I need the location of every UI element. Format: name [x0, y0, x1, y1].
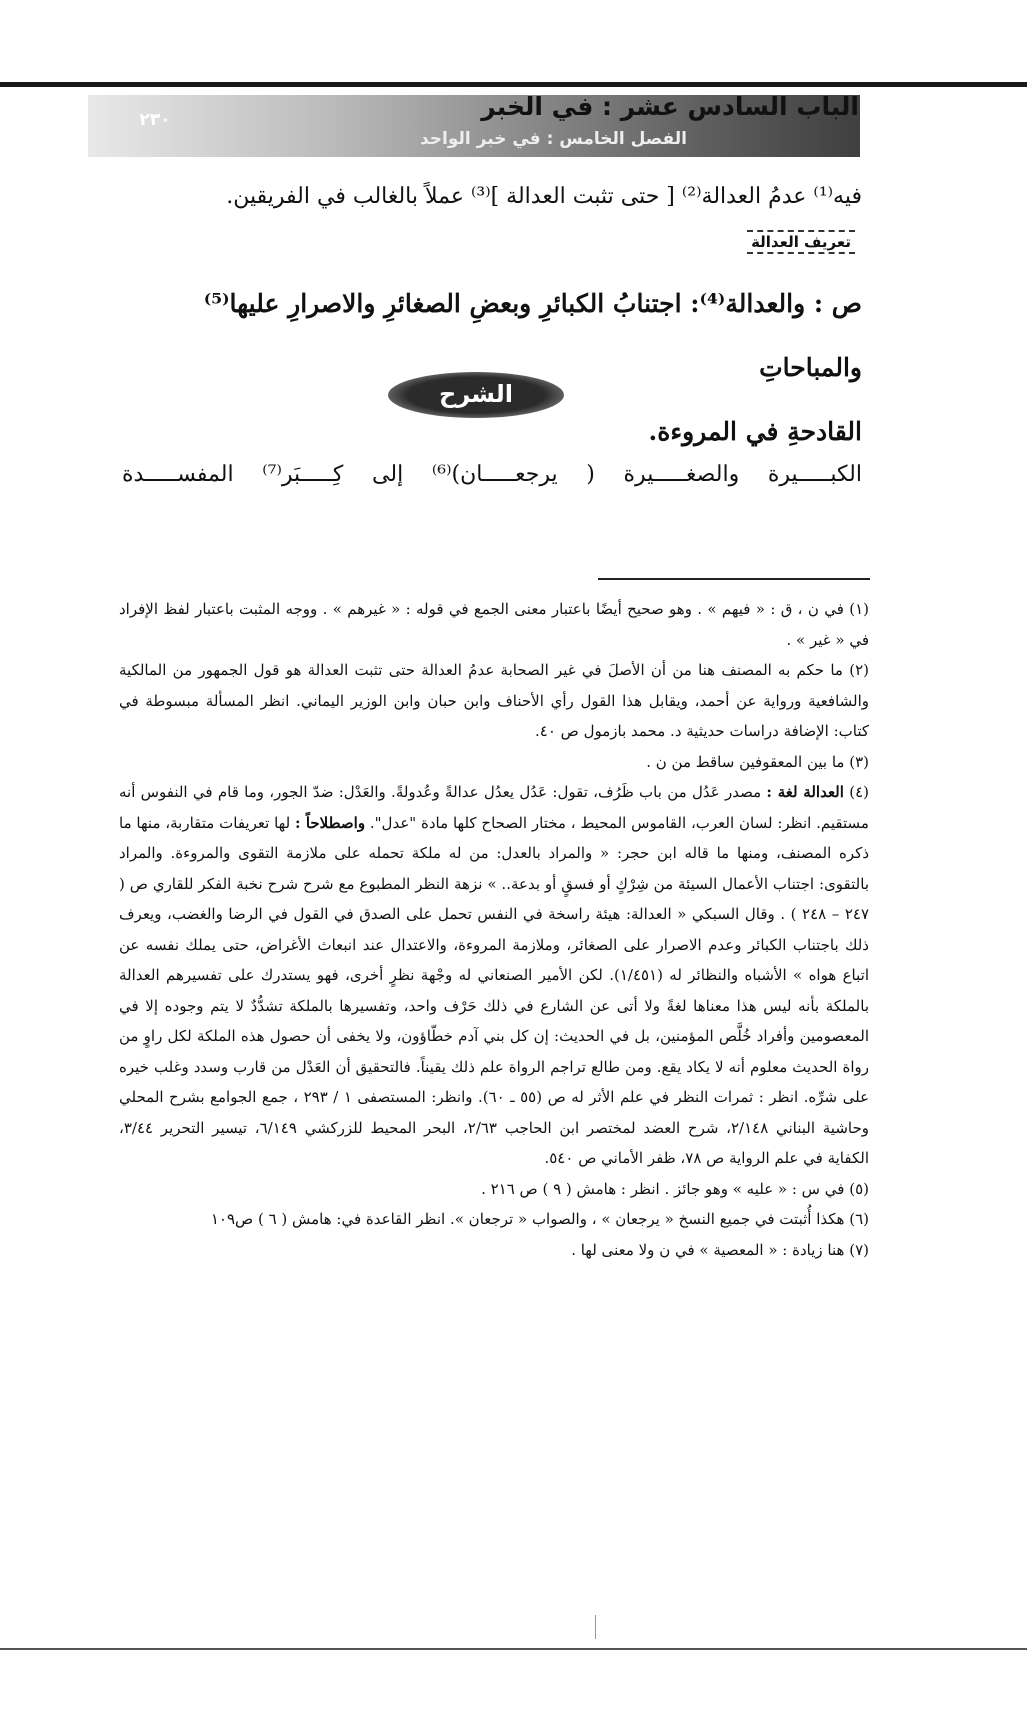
- footnote-1: (١) في ن ، ق : « فيهم » . وهو صحيح أيضًا باعتبار معنى الجمع في قوله : « غيرهم » . ووجه المثبت باعتبار لفظ الإفراد في « غير » .: [119, 600, 869, 649]
- section-title: الفصل الخامس : في خبر الواحد: [419, 129, 687, 149]
- matn-text: [127, 272, 862, 464]
- top-rule: [0, 82, 1027, 87]
- footnote-2: (٢) ما حكم به المصنف هنا من أن الأصلَ في غير الصحابة عدمُ العدالة حتى تثبت العدالة هو قول الجمهور من المالكية والشافعية ورواية عن أحمد، ويقابل هذا القول رأي الأحناف وابن حبان وابن الوزير اليماني. انظر المسألة مبسوطة في كتاب: الإضافة دراسات حديثية د. محمد بازمول ص ٤٠.: [119, 661, 869, 740]
- sharh-heading: الشرح: [388, 372, 564, 418]
- bottom-rule: [0, 1648, 1027, 1650]
- footnote-6: (٦) هكذا أُثبتت في جميع النسخ « يرجعان » ، والصواب « ترجعان ». انظر القاعدة في: هامش ( ٦ ) ص١٠٩: [210, 1210, 869, 1228]
- footnote-3: (٣) ما بين المعقوفين ساقط من ن .: [646, 752, 869, 771]
- footnote-4: (٤) العدالة لغة : مصدر عَدُل من باب ظَرُف، تقول: عَدُل يعدُل عدالةً وعُدولةً. والعَدْل: ضدّ الجور، وما قام في النفوس أنه مستقيم. انظر: لسان العرب، القاموس المحيط ، مختار الصحاح كلها مادة "عدل". واصطلاحاً : لها تعريفات متقاربة، منها ما ذكره المصنف، ومنها ما قاله ابن حجر: « والمراد بالعدل: من له ملكة تحمله على ملازمة التقوى والمروءة. والمراد بالتقوى: اجتناب الأعمال السيئة من شِرْكٍ أو فسقٍ أو بدعة.. » نزهة النظر المطبوع مع شرح شرح نخبة الفكر للقاري ص ( ٢٤٧ – ٢٤٨ ) . وقال السبكي « العدالة: هيئة راسخة في النفس تحمل على الصدق في القول في الرضا والغضب، ويعرف ذلك باجتناب الكبائر وعدم الاصرار على الصغائر، وملازمة المروءة، والاعتدال عند انبعاث الأغراض، حتى يملك نفسه عن اتباع هواه » الأشباه والنظائر له (١/٤٥١). لكن الأمير الصنعاني له وجْهة نظرٍ أخرى، فهو يستدرك على تفسيرهم العدالة بالملكة بأنه ليس هذا معناها لغةً ولا أتى عن الشارع في ذلك حَرْف واحد، وتفسيرها بالملكة تشدُّدٌ لا يتم وجوده إلا في المعصومين وأفراد خُلَّص المؤمنين، بل في الحديث: إن كل بني آدم خطّاؤون، ولا يخفى أن حصول هذه الملكة لكل راوٍ من رواة الحديث معلوم أنه لا يكاد يقع. ومن طالع تراجم الرواة علم ذلك يقيناً. فالتحقيق أن العَدْل من قارب وسدد وغلب خيره على شرِّه. انظر : ثمرات النظر في علم الأثر له ص (٥٥ ـ ٦٠). وانظر: المستصفى ١ / ٢٩٣ ، جمع الجوامع بشرح المحلي وحاشية البناني ٢/١٤٨، شرح العضد لمختصر ابن الحاجب ٢/٦٣، البحر المحيط للزركشي ٦/١٤٩، تيسير التحرير ٣/٤٤، الكفاية في علم الرواية ص ٧٨، ظفر الأماني ص ٥٤٠.: [119, 783, 870, 1167]
- sharh-line: الكبـــــيرة والصغـــــيرة ( يرجعـــــان)⁽⁶⁾ إلى كِـــــبَر⁽⁷⁾ المفســـــدة: [122, 462, 862, 487]
- matn-line-2: القادحةِ في المروءة.: [648, 417, 862, 446]
- footnote-separator: [598, 578, 870, 580]
- footnote-5: (٥) في س : « عليه » وهو جائز . انظر : هامش ( ٩ ) ص ٢١٦ .: [481, 1179, 869, 1198]
- chapter-title: الباب السادس عشر : في الخبر: [481, 92, 859, 121]
- footnote-7: (٧) هنا زيادة : « المعصية » في ن ولا معنى لها .: [571, 1240, 869, 1259]
- matn-line-1: ص : والعدالة⁽⁴⁾: اجتنابُ الكبائرِ وبعضِ الصغائرِ والاصرارِ عليها⁽⁵⁾ والمباحاتِ: [203, 289, 862, 382]
- footnotes: [119, 594, 869, 1265]
- scan-mark: [595, 1615, 596, 1639]
- body-line-1: فيه⁽¹⁾ عدمُ العدالة⁽²⁾ [ حتى تثبت العدالة ]⁽³⁾ عملاً بالغالب في الفريقين.: [226, 184, 862, 209]
- page-number: ٢٣٠: [139, 110, 171, 130]
- definition-tag: تعريف العدالة: [747, 230, 855, 254]
